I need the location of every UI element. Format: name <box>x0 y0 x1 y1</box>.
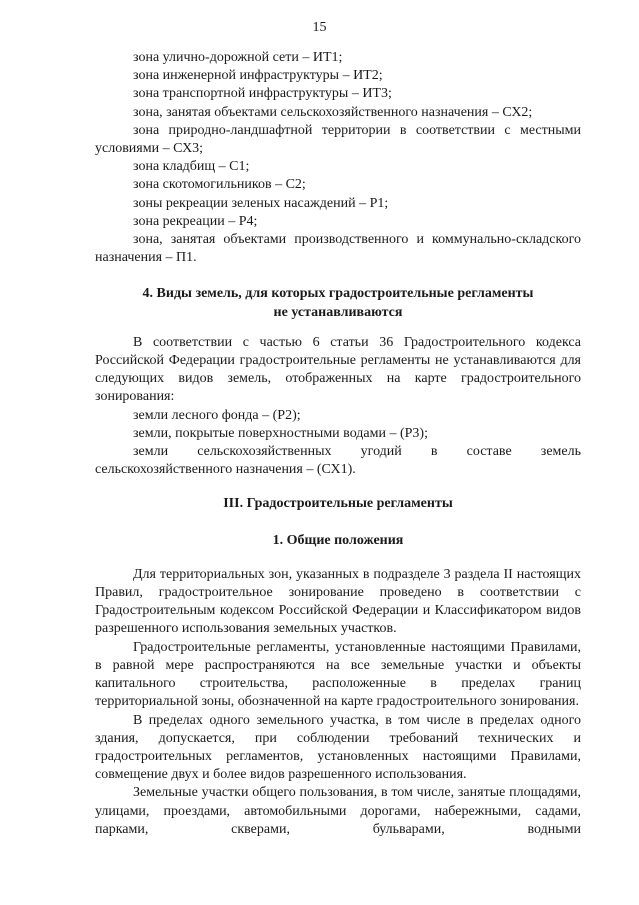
section4-heading-line1: 4. Виды земель, для которых градостроительные регламенты <box>142 286 534 302</box>
part3-heading: III. Градостроительные регламенты <box>223 496 453 512</box>
list-item: зона природно-ландшафтной территории в соответствии с местными условиями – СХ3; <box>95 122 581 157</box>
list-item: зона, занятая объектами сельскохозяйственного назначения – СХ2; <box>133 104 533 120</box>
list-item: земли, покрытые поверхностными водами – (Р3); <box>133 425 428 441</box>
list-item: зона скотомогильников – С2; <box>133 177 306 193</box>
list-item: зона кладбищ – С1; <box>133 159 250 175</box>
paragraph: В пределах одного земельного участка, в том числе в пределах одного здания, допускается, при соблюдении требований технических и градостроительных регламентов, установленных настоящими Правилами, совмещение двух и более видов разрешенного использования. <box>95 712 581 783</box>
section4-intro: В соответствии с частью 6 статьи 36 Градостроительного кодекса Российской Федерации градостроительные регламенты не устанавливаются для следующих видов земель, отображенных на карте градостроительного зонирования: <box>95 334 581 405</box>
subsection1-heading: 1. Общие положения <box>272 532 404 548</box>
paragraph: Градостроительные регламенты, установленные настоящими Правилами, в равной мере распространяются на все земельные участки и объекты капитального строительства, расположенные в пределах границ территориальной зоны, обозначенной на карте градостроительного зонирования. <box>95 639 581 710</box>
section4-heading-line2: не устанавливаются <box>273 304 403 320</box>
list-item: зоны рекреации зеленых насаждений – Р1; <box>133 195 389 211</box>
list-item: зона транспортной инфраструктуры – ИТ3; <box>133 86 392 102</box>
list-item: зона инженерной инфраструктуры – ИТ2; <box>133 68 383 84</box>
list-item: зона улично-дорожной сети – ИТ1; <box>133 50 343 65</box>
zones-list <box>95 49 581 267</box>
paragraph: Для территориальных зон, указанных в подразделе 3 раздела II настоящих Правил, градостроительное зонирование проведено в соответствии с Градостроительным кодексом Российской Федерации и Классификатором видов разрешенного использования земельных участков. <box>95 566 581 637</box>
list-item: зона рекреации – Р4; <box>133 213 258 229</box>
page-content <box>95 49 581 839</box>
list-item: земли сельскохозяйственных угодий в составе земель сельскохозяйственного назначения – (СХ1). <box>95 444 581 478</box>
list-item: зона, занятая объектами производственного и коммунально-складского назначения – П1. <box>95 232 581 266</box>
page-number: 15 <box>312 20 327 35</box>
list-item: земли лесного фонда – (Р2); <box>133 407 301 423</box>
paragraph: Земельные участки общего пользования, в том числе, занятые площадями, улицами, проездами, автомобильными дорогами, набережными, садами, парками, скверами, бульварами, водными <box>95 785 581 837</box>
